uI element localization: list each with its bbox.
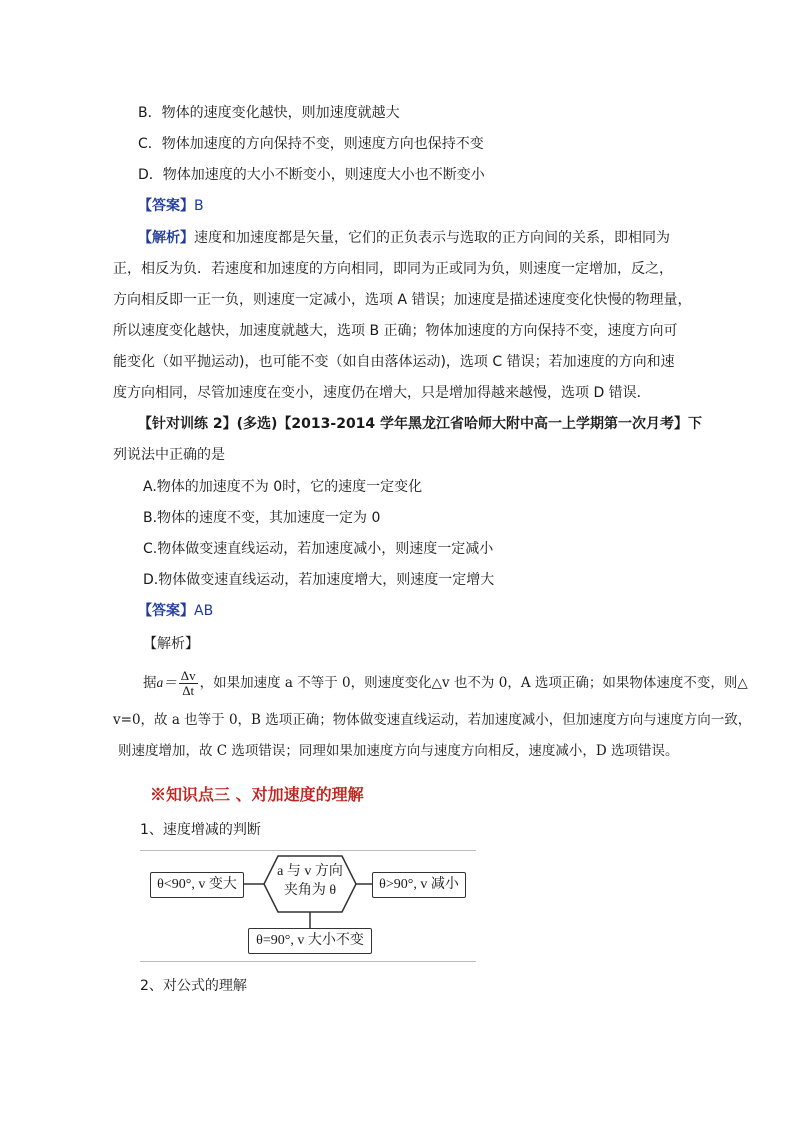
option-b: B．物体的速度变化越快，则加速度就越大 [138,105,400,121]
exercise-tag: 【针对训练 2】(多选) [138,416,278,432]
option-c: C．物体加速度的方向保持不变，则速度方向也保持不变 [138,136,484,152]
exercise-2-line-2: 列说法中正确的是 [113,447,225,463]
analysis-2-line-3: 则速度增加，故 C 选项错误；同理如果加速度方向与速度方向相反，速度减小，D 选项错误。 [118,743,679,759]
subheading-1: 1、速度增减的判断 [140,822,261,838]
exercise-option-c: C.物体做变速直线运动，若加速度减小，则速度一定减小 [143,541,494,557]
answer-tag: 【答案】 [138,603,194,619]
right-box: θ>90°, v 减小 [372,872,466,898]
exercise-source: 【2013-2014 学年黑龙江省哈师大附中高一上学期第一次月考】下 [277,416,703,432]
analysis-1-line-2: 正，相反为负．若速度和加速度的方向相同，即同为正或同为负，则速度一定增加，反之， [113,261,673,277]
analysis-1-line-1: 【解析】速度和加速度都是矢量，它们的正负表示与选取的正方向间的关系，即相同为 [138,230,670,246]
analysis-1-line-5: 能变化（如平抛运动)，也可能不变（如自由落体运动)，选项 C 错误；若加速度的方向和速 [113,354,675,370]
left-box: θ<90°, v 变大 [150,872,244,898]
analysis-1-line-3: 方向相反即一正一负，则速度一定减小，选项 A 错误；加速度是描述速度变化快慢的物理量， [113,292,692,308]
exercise-option-d: D.物体做变速直线运动，若加速度增大，则速度一定增大 [143,572,495,588]
subheading-2: 2、对公式的理解 [140,978,247,994]
answer-tag: 【答案】 [138,198,194,214]
formula-fraction: $\frac{\Delta v}{\Delta t}$ [180,668,196,698]
analysis-2-line-1: 据a＝ $\frac{\Delta v}{\Delta t}$ ，如果加速度 a 不等于 0，则速度变化△v 也不为 0，A 选项正确；如果物体速度不变，则△ [143,668,748,698]
analysis-2-tag: 【解析】 [143,636,199,652]
analysis-1-line-6: 度方向相同，尽管加速度在变小，速度仍在增大，只是增加得越来越慢，选项 D 错误． [113,385,651,401]
answer-value: B [194,198,204,214]
answer-value: AB [194,603,214,619]
exercise-option-a: A.物体的加速度不为 0时，它的速度一定变化 [143,479,423,495]
answer-1 [138,196,204,216]
bottom-box: θ=90°, v 大小不变 [248,928,372,954]
exercise-2-header [138,414,702,434]
velocity-diagram [140,850,480,965]
analysis-1-line-4: 所以速度变化越快，加速度就越大，选项 B 正确；物体加速度的方向保持不变，速度方向可 [113,323,678,339]
exercise-option-b: B.物体的速度不变，其加速度一定为 0 [143,510,381,526]
center-label: a 与 v 方向 夹角为 θ [277,864,343,898]
answer-2 [138,601,213,621]
section-heading: ※知识点三 、对加速度的理解 [150,785,364,804]
option-d: D．物体加速度的大小不断变小，则速度大小也不断变小 [138,167,485,183]
analysis-tag: 【解析】 [138,230,194,246]
analysis-2-line-2: v=0，故 a 也等于 0，B 选项正确；物体做变速直线运动，若加速度减小，但加速度方向与速度方向一致， [113,712,752,728]
